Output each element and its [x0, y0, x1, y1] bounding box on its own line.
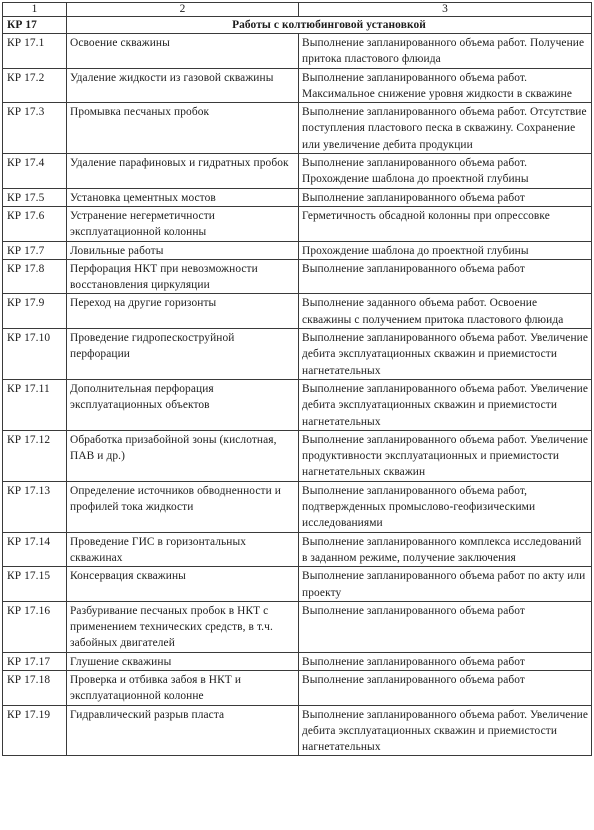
row-code: КР 17.4	[3, 154, 67, 189]
table-row	[3, 294, 592, 329]
row-code: КР 17.19	[3, 705, 67, 756]
table-row	[3, 68, 592, 103]
row-result: Выполнение запланированного объема работ. Прохождение шаблона до проектной глубины	[299, 154, 592, 189]
row-result: Выполнение запланированного комплекса исследований в заданном режиме, получение заключения	[299, 532, 592, 567]
row-work: Обработка призабойной зоны (кислотная, ПАВ и др.)	[67, 430, 299, 481]
row-work: Освоение скважины	[67, 34, 299, 69]
table-row	[3, 652, 592, 670]
row-code: КР 17.13	[3, 481, 67, 532]
row-result: Выполнение запланированного объема работ, подтвержденных промыслово-геофизическими исследованиями	[299, 481, 592, 532]
row-work: Проведение гидропескоструйной перфорации	[67, 329, 299, 380]
table-row	[3, 259, 592, 294]
row-code: КР 17.12	[3, 430, 67, 481]
row-work: Промывка песчаных пробок	[67, 103, 299, 154]
row-result: Герметичность обсадной колонны при опрессовке	[299, 206, 592, 241]
row-code: КР 17.3	[3, 103, 67, 154]
section-title: Работы с колтюбинговой установкой	[67, 17, 592, 34]
row-result: Выполнение запланированного объема работ	[299, 259, 592, 294]
table-row	[3, 567, 592, 602]
row-result: Выполнение запланированного объема работ. Увеличение дебита эксплуатационных скважин и приемистости нагнетательных	[299, 705, 592, 756]
table-row	[3, 241, 592, 259]
section-code: КР 17	[3, 17, 67, 34]
row-result: Выполнение запланированного объема работ	[299, 652, 592, 670]
row-result: Выполнение запланированного объема работ. Увеличение продуктивности эксплуатационных и приемистости нагнетательных скважин	[299, 430, 592, 481]
row-result: Выполнение запланированного объема работ. Увеличение дебита эксплуатационных скважин и приемистости нагнетательных	[299, 329, 592, 380]
section-header-row	[3, 17, 592, 34]
row-work: Ловильные работы	[67, 241, 299, 259]
row-result: Выполнение запланированного объема работ	[299, 188, 592, 206]
row-work: Консервация скважины	[67, 567, 299, 602]
row-result: Выполнение запланированного объема работ. Получение притока пластового флюида	[299, 34, 592, 69]
row-result: Выполнение запланированного объема работ по акту или проекту	[299, 567, 592, 602]
row-result: Выполнение запланированного объема работ. Максимальное снижение уровня жидкости в скважине	[299, 68, 592, 103]
row-result: Выполнение запланированного объема работ	[299, 670, 592, 705]
row-code: КР 17.9	[3, 294, 67, 329]
row-code: КР 17.8	[3, 259, 67, 294]
row-code: КР 17.15	[3, 567, 67, 602]
row-code: КР 17.2	[3, 68, 67, 103]
row-work: Удаление парафиновых и гидратных пробок	[67, 154, 299, 189]
table-row	[3, 154, 592, 189]
works-table	[2, 2, 592, 756]
row-work: Разбуривание песчаных пробок в НКТ с применением технических средств, в т.ч. забойных двигателей	[67, 601, 299, 652]
row-code: КР 17.14	[3, 532, 67, 567]
table-row	[3, 379, 592, 430]
table-row	[3, 188, 592, 206]
column-number-row	[3, 3, 592, 17]
table-row	[3, 430, 592, 481]
row-work: Проведение ГИС в горизонтальных скважинах	[67, 532, 299, 567]
row-work: Дополнительная перфорация эксплуатационных объектов	[67, 379, 299, 430]
row-code: КР 17.1	[3, 34, 67, 69]
row-work: Удаление жидкости из газовой скважины	[67, 68, 299, 103]
table-row	[3, 601, 592, 652]
column-number-2: 2	[67, 3, 299, 17]
row-work: Перфорация НКТ при невозможности восстановления циркуляции	[67, 259, 299, 294]
table-row	[3, 532, 592, 567]
table-row	[3, 670, 592, 705]
row-work: Определение источников обводненности и профилей тока жидкости	[67, 481, 299, 532]
row-work: Гидравлический разрыв пласта	[67, 705, 299, 756]
row-result: Выполнение запланированного объема работ. Отсутствие поступления пластового песка в скважину. Сохранение или увеличение дебита продукции	[299, 103, 592, 154]
row-work: Установка цементных мостов	[67, 188, 299, 206]
row-work: Устранение негерметичности эксплуатационной колонны	[67, 206, 299, 241]
row-code: КР 17.16	[3, 601, 67, 652]
row-code: КР 17.6	[3, 206, 67, 241]
row-result: Выполнение запланированного объема работ. Увеличение дебита эксплуатационных скважин и приемистости нагнетательных	[299, 379, 592, 430]
table-row	[3, 34, 592, 69]
row-code: КР 17.5	[3, 188, 67, 206]
row-code: КР 17.11	[3, 379, 67, 430]
row-work: Проверка и отбивка забоя в НКТ и эксплуатационной колонне	[67, 670, 299, 705]
column-number-1: 1	[3, 3, 67, 17]
table-row	[3, 206, 592, 241]
row-result: Выполнение заданного объема работ. Освоение скважины с получением притока пластового флюида	[299, 294, 592, 329]
row-code: КР 17.18	[3, 670, 67, 705]
row-work: Переход на другие горизонты	[67, 294, 299, 329]
table-row	[3, 705, 592, 756]
table-row	[3, 103, 592, 154]
row-result: Выполнение запланированного объема работ	[299, 601, 592, 652]
row-code: КР 17.17	[3, 652, 67, 670]
table-row	[3, 329, 592, 380]
works-table-body	[3, 3, 592, 756]
row-code: КР 17.10	[3, 329, 67, 380]
row-work: Глушение скважины	[67, 652, 299, 670]
row-result: Прохождение шаблона до проектной глубины	[299, 241, 592, 259]
table-row	[3, 481, 592, 532]
column-number-3: 3	[299, 3, 592, 17]
row-code: КР 17.7	[3, 241, 67, 259]
